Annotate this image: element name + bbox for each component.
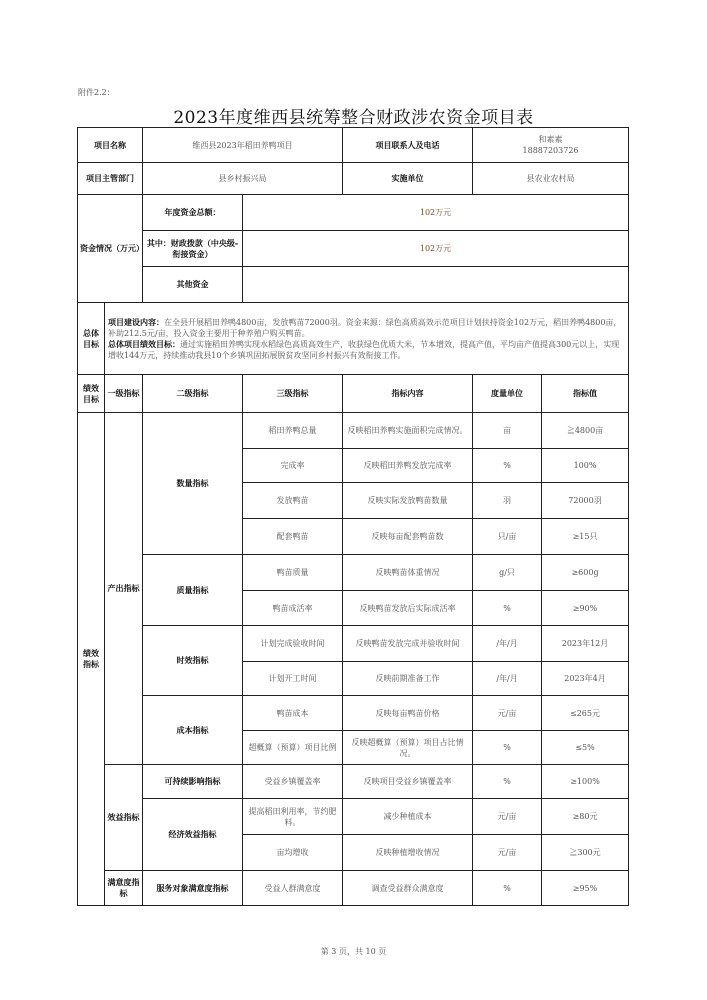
indicator-unit: 只/亩 <box>473 519 542 555</box>
level3-indicator: 稻田养鸭总量 <box>243 413 343 449</box>
indicator-unit: 元/亩 <box>473 696 542 731</box>
level2-indicator: 服务对象满意度指标 <box>143 871 243 906</box>
indicator-content: 调查受益群众满意度 <box>343 871 473 906</box>
indicator-unit: % <box>473 731 542 765</box>
indicator-value: ≧4800亩 <box>542 413 629 449</box>
funds-row <box>78 267 629 303</box>
project-name-label: 项目名称 <box>78 128 143 163</box>
level3-indicator: 受益人群满意度 <box>243 871 343 906</box>
indicator-content: 反映实际发放鸭苗数量 <box>343 483 473 519</box>
header-cell: 一级指标 <box>105 375 143 413</box>
indicator-unit: /年/月 <box>473 662 542 696</box>
level1-indicator: 满意度指标 <box>105 871 143 906</box>
perf-text: 通过实施稻田养鸭实现水稻绿色高质高效生产，收获绿色优质大米，节本增效，提高产值，平均亩产值提高300元以上，实现增收144万元，持续推动我县10个乡镇巩固拓展脱贫攻坚同乡村振兴有效衔接工作。 <box>108 339 620 360</box>
indicator-value: ≤265元 <box>542 696 629 731</box>
indicator-content: 反映鸭苗发放完成并验收时间 <box>343 626 473 662</box>
indicators-section-label: 绩效指标 <box>78 413 105 906</box>
indicator-value: ≥80元 <box>542 799 629 835</box>
level1-indicator: 效益指标 <box>105 765 143 871</box>
indicator-value: 2023年12月 <box>542 626 629 662</box>
funds-value: 102万元 <box>243 195 629 231</box>
indicator-row <box>78 799 629 835</box>
funds-row <box>78 195 629 231</box>
indicator-content: 反映稻田养鸭发放完成率 <box>343 449 473 483</box>
overall-goal-row <box>78 303 629 375</box>
funds-value <box>243 267 629 303</box>
perf-title: 总体项目绩效目标： <box>108 339 180 349</box>
indicator-unit: /年/月 <box>473 626 542 662</box>
level3-indicator: 鸭苗成本 <box>243 696 343 731</box>
impl-label: 实施单位 <box>343 163 473 195</box>
funds-value: 102万元 <box>243 231 629 267</box>
indicator-row <box>78 626 629 662</box>
contact-name: 和素素 <box>538 135 563 144</box>
project-name-row <box>78 128 629 163</box>
dept-label: 项目主管部门 <box>78 163 143 195</box>
level2-indicator: 质量指标 <box>143 555 243 626</box>
indicator-unit: % <box>473 871 542 906</box>
level3-indicator: 配套鸭苗 <box>243 519 343 555</box>
contact-label: 项目联系人及电话 <box>343 128 473 163</box>
overall-goal-content <box>105 303 629 375</box>
level2-indicator: 经济效益指标 <box>143 799 243 871</box>
indicator-value: 2023年4月 <box>542 662 629 696</box>
indicator-content: 反映鸭苗体重情况 <box>343 555 473 591</box>
project-table <box>77 127 629 906</box>
indicator-value: 72000羽 <box>542 483 629 519</box>
funds-label: 其中：财政拨款（中央级-衔接资金） <box>143 231 243 267</box>
overall-goal-label: 总体目标 <box>78 303 105 375</box>
level3-indicator: 受益乡镇覆盖率 <box>243 765 343 799</box>
header-cell: 度量单位 <box>473 375 542 413</box>
indicator-content: 反映种植增收情况 <box>343 835 473 871</box>
header-cell: 指标值 <box>542 375 629 413</box>
contact-value <box>473 128 629 163</box>
indicator-unit: 亩 <box>473 413 542 449</box>
project-name-value: 维西县2023年稻田养鸭项目 <box>143 128 343 163</box>
indicator-content: 反映鸭苗发放后实际成活率 <box>343 591 473 626</box>
indicator-row <box>78 765 629 799</box>
attachment-label: 附件2.2： <box>78 88 115 97</box>
indicator-content: 减少种植成本 <box>343 799 473 835</box>
level3-indicator: 发放鸭苗 <box>243 483 343 519</box>
content-text: 在全县开展稻田养鸭4800亩，发放鸭苗72000羽。资金来源：绿色高质高效示范项目计划扶持资金102万元，稻田养鸭4800亩，补助212.5元/亩，投入资金主要用于种养殖户购买鸭苗。 <box>108 317 622 338</box>
indicator-value: ≥15只 <box>542 519 629 555</box>
indicator-unit: g/只 <box>473 555 542 591</box>
funds-section-label: 资金情况（万元） <box>78 195 143 303</box>
indicator-content: 反映每亩鸭苗价格 <box>343 696 473 731</box>
contact-phone: 18887203726 <box>522 146 579 155</box>
indicator-value: ≤5% <box>542 731 629 765</box>
indicator-unit: % <box>473 765 542 799</box>
indicator-content: 反映每亩配套鸭苗数 <box>343 519 473 555</box>
header-cell: 指标内容 <box>343 375 473 413</box>
funds-label: 其他资金 <box>143 267 243 303</box>
level2-indicator: 时效指标 <box>143 626 243 696</box>
indicator-unit: 元/亩 <box>473 799 542 835</box>
indicator-value: ≥90% <box>542 591 629 626</box>
indicator-value: ≥600g <box>542 555 629 591</box>
indicator-value: ≥100% <box>542 765 629 799</box>
funds-label: 年度资金总额： <box>143 195 243 231</box>
indicator-unit: 羽 <box>473 483 542 519</box>
level1-indicator: 产出指标 <box>105 413 143 765</box>
indicator-content: 反映稻田养鸭实施面积完成情况。 <box>343 413 473 449</box>
level2-indicator: 可持续影响指标 <box>143 765 243 799</box>
level3-indicator: 完成率 <box>243 449 343 483</box>
indicator-header-row <box>78 375 629 413</box>
indicator-value: ≧300元 <box>542 835 629 871</box>
impl-value: 县农业农村局 <box>473 163 629 195</box>
level3-indicator: 计划完成验收时间 <box>243 626 343 662</box>
indicator-unit: % <box>473 591 542 626</box>
content-title: 项目建设内容： <box>108 317 164 327</box>
indicator-content: 反映前期准备工作 <box>343 662 473 696</box>
header-cell: 三级指标 <box>243 375 343 413</box>
level2-indicator: 成本指标 <box>143 696 243 765</box>
indicator-value: ≥95% <box>542 871 629 906</box>
page-title: 2023年度维西县统筹整合财政涉农资金项目表 <box>173 108 534 128</box>
level3-indicator: 亩均增收 <box>243 835 343 871</box>
level3-indicator: 提高稻田利用率，节约肥料。 <box>243 799 343 835</box>
dept-row <box>78 163 629 195</box>
indicator-content: 反映超概算（预算）项目占比情况。 <box>343 731 473 765</box>
indicator-row <box>78 555 629 591</box>
dept-value: 县乡村振兴局 <box>143 163 343 195</box>
level2-indicator: 数量指标 <box>143 413 243 555</box>
indicator-row <box>78 696 629 731</box>
level3-indicator: 计划开工时间 <box>243 662 343 696</box>
level3-indicator: 鸭苗成活率 <box>243 591 343 626</box>
level3-indicator: 超概算（预算）项目比例 <box>243 731 343 765</box>
header-cell: 二级指标 <box>143 375 243 413</box>
level3-indicator: 鸭苗质量 <box>243 555 343 591</box>
funds-row <box>78 231 629 267</box>
header-cell: 绩效目标 <box>78 375 105 413</box>
indicator-content: 反映项目受益乡镇覆盖率 <box>343 765 473 799</box>
page-footer: 第 3 页，共 10 页 <box>320 947 387 956</box>
indicator-value: 100% <box>542 449 629 483</box>
indicator-row <box>78 871 629 906</box>
indicator-unit: 元/亩 <box>473 835 542 871</box>
indicator-unit: % <box>473 449 542 483</box>
indicator-row <box>78 413 629 449</box>
